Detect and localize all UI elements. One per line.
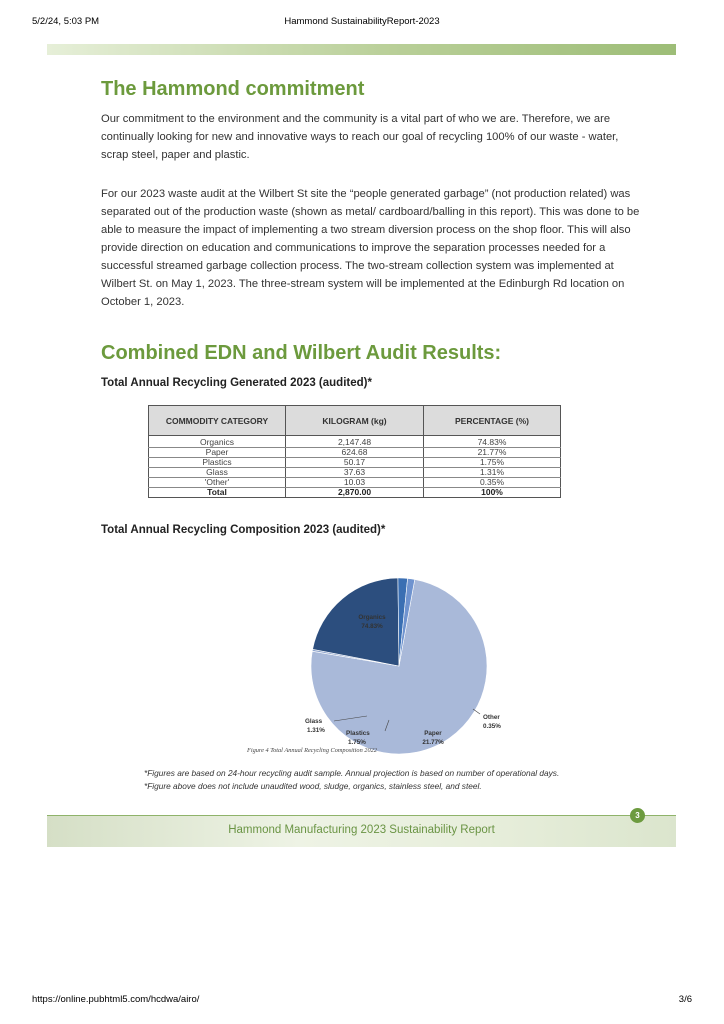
table-row (149, 478, 561, 488)
figure-caption: Figure 4 Total Annual Recycling Composition 2022 (247, 747, 377, 754)
pie-label-name: Paper (424, 730, 442, 737)
table-cell: 74.83% (424, 436, 561, 448)
pie-label-value: 1.75% (348, 739, 366, 746)
table-title: Total Annual Recycling Generated 2023 (audited)* (101, 377, 372, 389)
print-datetime: 5/2/24, 5:03 PM (32, 16, 100, 27)
print-header (32, 16, 692, 30)
table-cell: 2,147.48 (286, 436, 424, 448)
table-cell: 1.31% (424, 468, 561, 478)
table-cell: Total (149, 488, 286, 498)
column-header-category: COMMODITY CATEGORY (149, 406, 286, 436)
recycling-table (148, 405, 561, 498)
column-header-kilogram: KILOGRAM (kg) (286, 406, 424, 436)
pie-label-name: Glass (305, 718, 323, 725)
section-heading-audit-results: Combined EDN and Wilbert Audit Results: (101, 342, 502, 364)
page-footer-band (47, 815, 676, 847)
pie-label-name: Plastics (346, 730, 370, 737)
print-page-count: 3/6 (678, 994, 692, 1005)
pie-label-name: Organics (358, 614, 386, 621)
table-cell: 50.17 (286, 458, 424, 468)
pie-label-value: 21.77% (422, 739, 444, 746)
table-cell: 37.63 (286, 468, 424, 478)
footnote: *Figure above does not include unaudited wood, sludge, organics, stainless steel, and steel. (144, 781, 482, 791)
table-cell: 1.75% (424, 458, 561, 468)
page-footer-text: Hammond Manufacturing 2023 Sustainability Report (228, 824, 495, 836)
table-cell: Glass (149, 468, 286, 478)
table-row (149, 468, 561, 478)
section-heading-commitment: The Hammond commitment (101, 78, 365, 100)
table-row (149, 448, 561, 458)
print-footer (32, 994, 692, 1008)
pie-label-name: Other (483, 714, 500, 721)
table-header-row (149, 406, 561, 436)
column-header-percentage: PERCENTAGE (%) (424, 406, 561, 436)
table-cell: 10.03 (286, 478, 424, 488)
footnotes (144, 767, 574, 793)
table-cell: Organics (149, 436, 286, 448)
table-row (149, 458, 561, 468)
pie-label-value: 74.83% (361, 623, 383, 630)
page-number-badge: 3 (630, 808, 645, 823)
page-top-bar (47, 44, 676, 55)
table-cell: Paper (149, 448, 286, 458)
table-cell: Plastics (149, 458, 286, 468)
print-url: https://online.pubhtml5.com/hcdwa/airo/ (32, 994, 200, 1005)
pie-label-value: 1.31% (307, 727, 325, 734)
table-total-row (149, 488, 561, 498)
table-cell: 0.35% (424, 478, 561, 488)
audit-paragraph: For our 2023 waste audit at the Wilbert St site the “people generated garbage” (not production related) was separated out of the production waste (shown as metal/ cardboard/balling in this report). This was done to be able to measure the impact of implementing a two stream diversion process on the shop floor. This will also provide direction on education and communications to improve the separation processes needed for a successful streamed garbage collection process. The two-stream collection system was implemented at Wilbert St. on May 1, 2023. The three-stream system will be implemented at the Edinburgh Rd location on October 1, 2023. (101, 188, 640, 308)
print-document-title: Hammond SustainabilityReport-2023 (284, 16, 440, 27)
table-cell: 'Other' (149, 478, 286, 488)
table-cell: 624.68 (286, 448, 424, 458)
table-row (149, 436, 561, 448)
table-cell: 21.77% (424, 448, 561, 458)
recycling-pie-chart (247, 559, 507, 754)
table-cell: 2,870.00 (286, 488, 424, 498)
commitment-paragraph: Our commitment to the environment and the community is a vital part of who we are. Therefore, we are continually looking for new and innovative ways to reach our goal of recycling 100% of our waste - water, scrap steel, paper and plastic. (101, 113, 619, 161)
table-cell: 100% (424, 488, 561, 498)
footnote: *Figures are based on 24-hour recycling audit sample. Annual projection is based on number of operational days. (144, 768, 560, 778)
chart-title: Total Annual Recycling Composition 2023 (audited)* (101, 524, 386, 536)
pie-label-value: 0.35% (483, 723, 501, 730)
report-page (47, 44, 676, 846)
